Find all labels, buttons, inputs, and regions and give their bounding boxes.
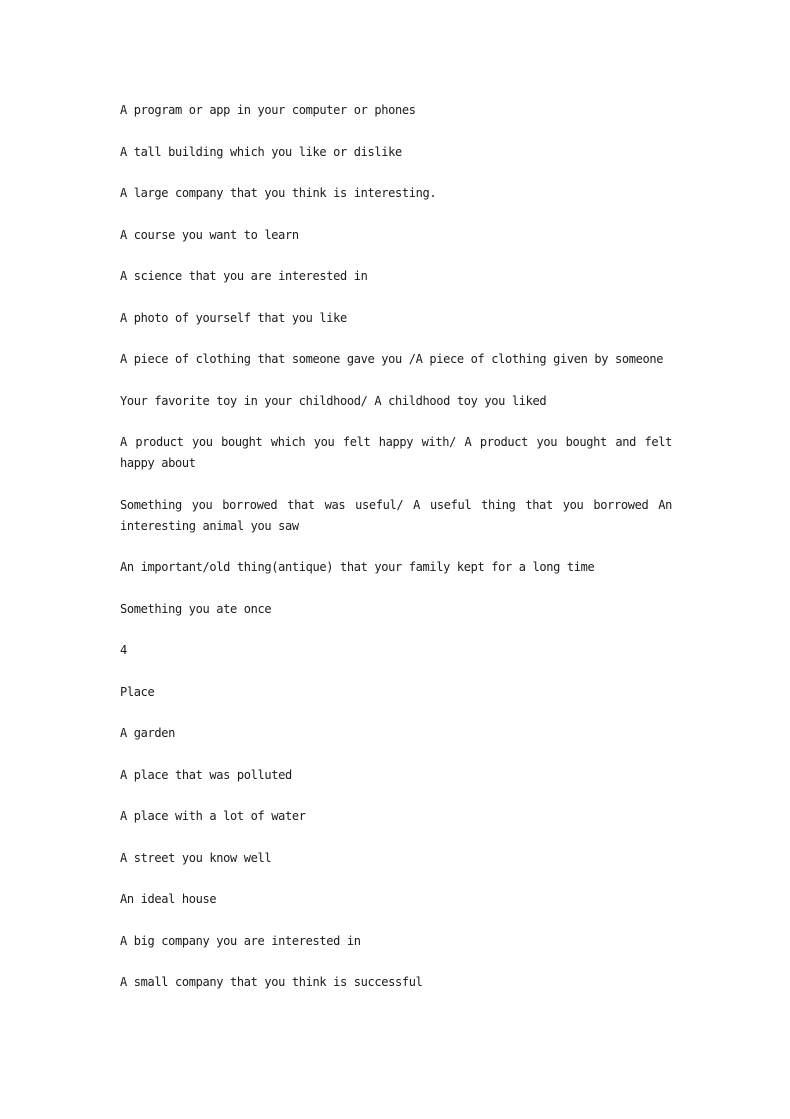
page-number: 4 [120,643,127,657]
paragraph: A street you know well [120,850,272,865]
paragraph: A science that you are interested in [120,269,368,283]
paragraph: Your favorite toy in your childhood/ A childhood toy you liked [120,393,547,408]
paragraph: Something you ate once [120,601,272,616]
paragraph: A big company you are interested in [120,933,361,948]
paragraph: A small company that you think is successful [120,975,423,989]
paragraph: A program or app in your computer or phones [120,103,416,117]
paragraph: A piece of clothing that someone gave you /A piece of clothing given by someone [120,352,664,366]
paragraph: An important/old thing(antique) that your family kept for a long time [120,560,595,574]
paragraph: A product you bought which you felt happy with/ A product you bought and felt happy about [120,435,672,470]
paragraph: A photo of yourself that you like [120,310,347,325]
paragraph: Something you borrowed that was useful/ A useful thing that you borrowed An interesting animal you saw [120,497,672,533]
paragraph: A garden [120,726,175,740]
section-heading: Place [120,684,155,699]
paragraph: A place that was polluted [120,767,292,782]
paragraph: A place with a lot of water [120,809,306,823]
paragraph: A large company that you think is interesting. [120,186,437,200]
document-body [120,100,672,1014]
paragraph: A tall building which you like or dislike [120,144,402,159]
paragraph: A course you want to learn [120,227,299,242]
paragraph: An ideal house [120,892,217,906]
